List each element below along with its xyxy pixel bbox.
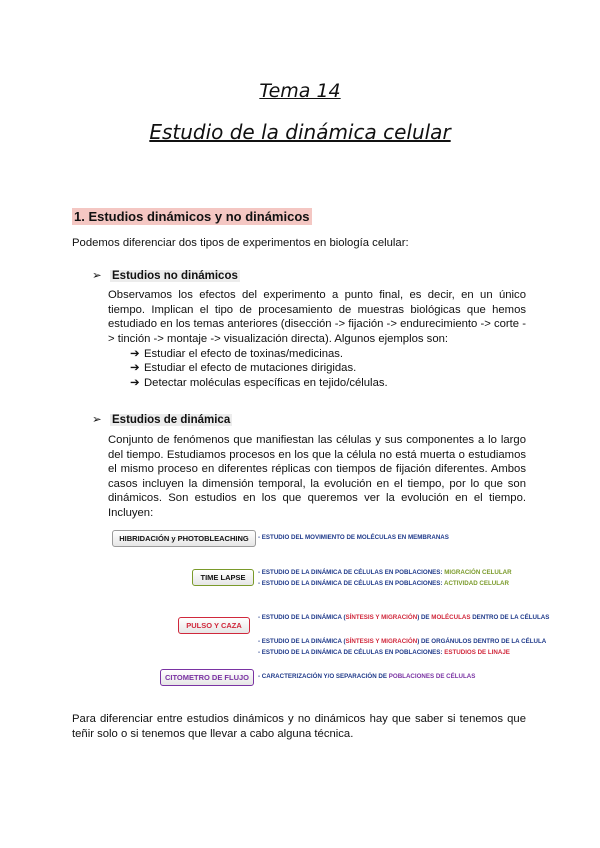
arrow-bullet-icon: ➢ xyxy=(92,414,102,426)
hibridacion-desc: - ESTUDIO DEL MOVIMIENTO DE MOLÉCULAS EN MEMBRANAS xyxy=(258,534,449,541)
closing-paragraph: Para diferenciar entre estudios dinámicos y no dinámicos hay que saber si tenemos que teñir solo o si tenemos que llevar a cabo alguna técnica. xyxy=(72,713,526,740)
list-item xyxy=(130,376,388,389)
timelapse-desc-2: - ESTUDIO DE LA DINÁMICA DE CÉLULAS EN POBLACIONES: ACTIVIDAD CELULAR xyxy=(258,580,509,587)
pulso-caza-box: PULSO Y CAZA xyxy=(178,617,250,634)
hibridacion-box: HIBRIDACIÓN y PHOTOBLEACHING xyxy=(112,530,256,547)
arrow-icon: ➔ xyxy=(130,362,140,374)
paragraph-dinamica: Conjunto de fenómenos que manifiestan las células y sus componentes a lo largo del tiempo. Estudiamos procesos en los que la célula no está muerta o estudiamos el mismo proceso en diferentes réplicas con tiempos de fijación diferentes. Ambos casos incluyen la dimensión temporal, la evolución en el tiempo, por lo que son dinámicos. Son estudios en los que queremos ver la evolución en el tiempo. Incluyen: xyxy=(108,434,526,519)
arrow-icon: ➔ xyxy=(130,348,140,360)
list-item-text: Estudiar el efecto de toxinas/medicinas. xyxy=(144,348,344,360)
list-item xyxy=(130,361,356,374)
citometro-desc: - CARACTERIZACIÓN Y/O SEPARACIÓN DE POBLACIONES DE CÉLULAS xyxy=(258,673,476,680)
timelapse-box: TIME LAPSE xyxy=(192,569,254,586)
list-item-text: Detectar moléculas específicas en tejido/células. xyxy=(144,377,388,389)
pulso-desc-2: - ESTUDIO DE LA DINÁMICA (SÍNTESIS Y MIGRACIÓN) DE ORGÁNULOS DENTRO DE LA CÉLULA xyxy=(258,638,547,645)
paragraph-no-dinamicos: Observamos los efectos del experimento a punto final, es decir, en un único tiempo. Implican el tipo de procesamiento de muestras biológicas que hemos estudiado en los temas anteriores (disección -> fijación -> endurecimiento -> corte -> tinción -> montaje -> visualización directa). Algunos ejemplos son: xyxy=(108,289,526,345)
timelapse-desc-1: - ESTUDIO DE LA DINÁMICA DE CÉLULAS EN POBLACIONES: MIGRACIÓN CELULAR xyxy=(258,569,512,576)
list-item-text: Estudiar el efecto de mutaciones dirigidas. xyxy=(144,362,357,374)
page-title: Tema 14 xyxy=(259,80,341,102)
arrow-bullet-icon: ➢ xyxy=(92,270,102,282)
intro-paragraph: Podemos diferenciar dos tipos de experimentos en biología celular: xyxy=(72,237,409,249)
subheading-label: Estudios no dinámicos xyxy=(112,270,238,282)
subheading-label: Estudios de dinámica xyxy=(112,414,231,426)
subheading-dinamica xyxy=(92,412,232,426)
pulso-desc-3: - ESTUDIO DE LA DINÁMICA DE CÉLULAS EN POBLACIONES: ESTUDIOS DE LINAJE xyxy=(258,649,510,656)
pulso-desc-1: - ESTUDIO DE LA DINÁMICA (SÍNTESIS Y MIGRACIÓN) DE MOLÉCULAS DENTRO DE LA CÉLULAS xyxy=(258,614,550,621)
page-subtitle: Estudio de la dinámica celular xyxy=(149,120,451,144)
subheading-no-dinamicos xyxy=(92,268,240,282)
section-heading: 1. Estudios dinámicos y no dinámicos xyxy=(74,209,310,224)
list-item xyxy=(130,347,343,360)
citometro-box: CITOMETRO DE FLUJO xyxy=(160,669,254,686)
arrow-icon: ➔ xyxy=(130,377,140,389)
